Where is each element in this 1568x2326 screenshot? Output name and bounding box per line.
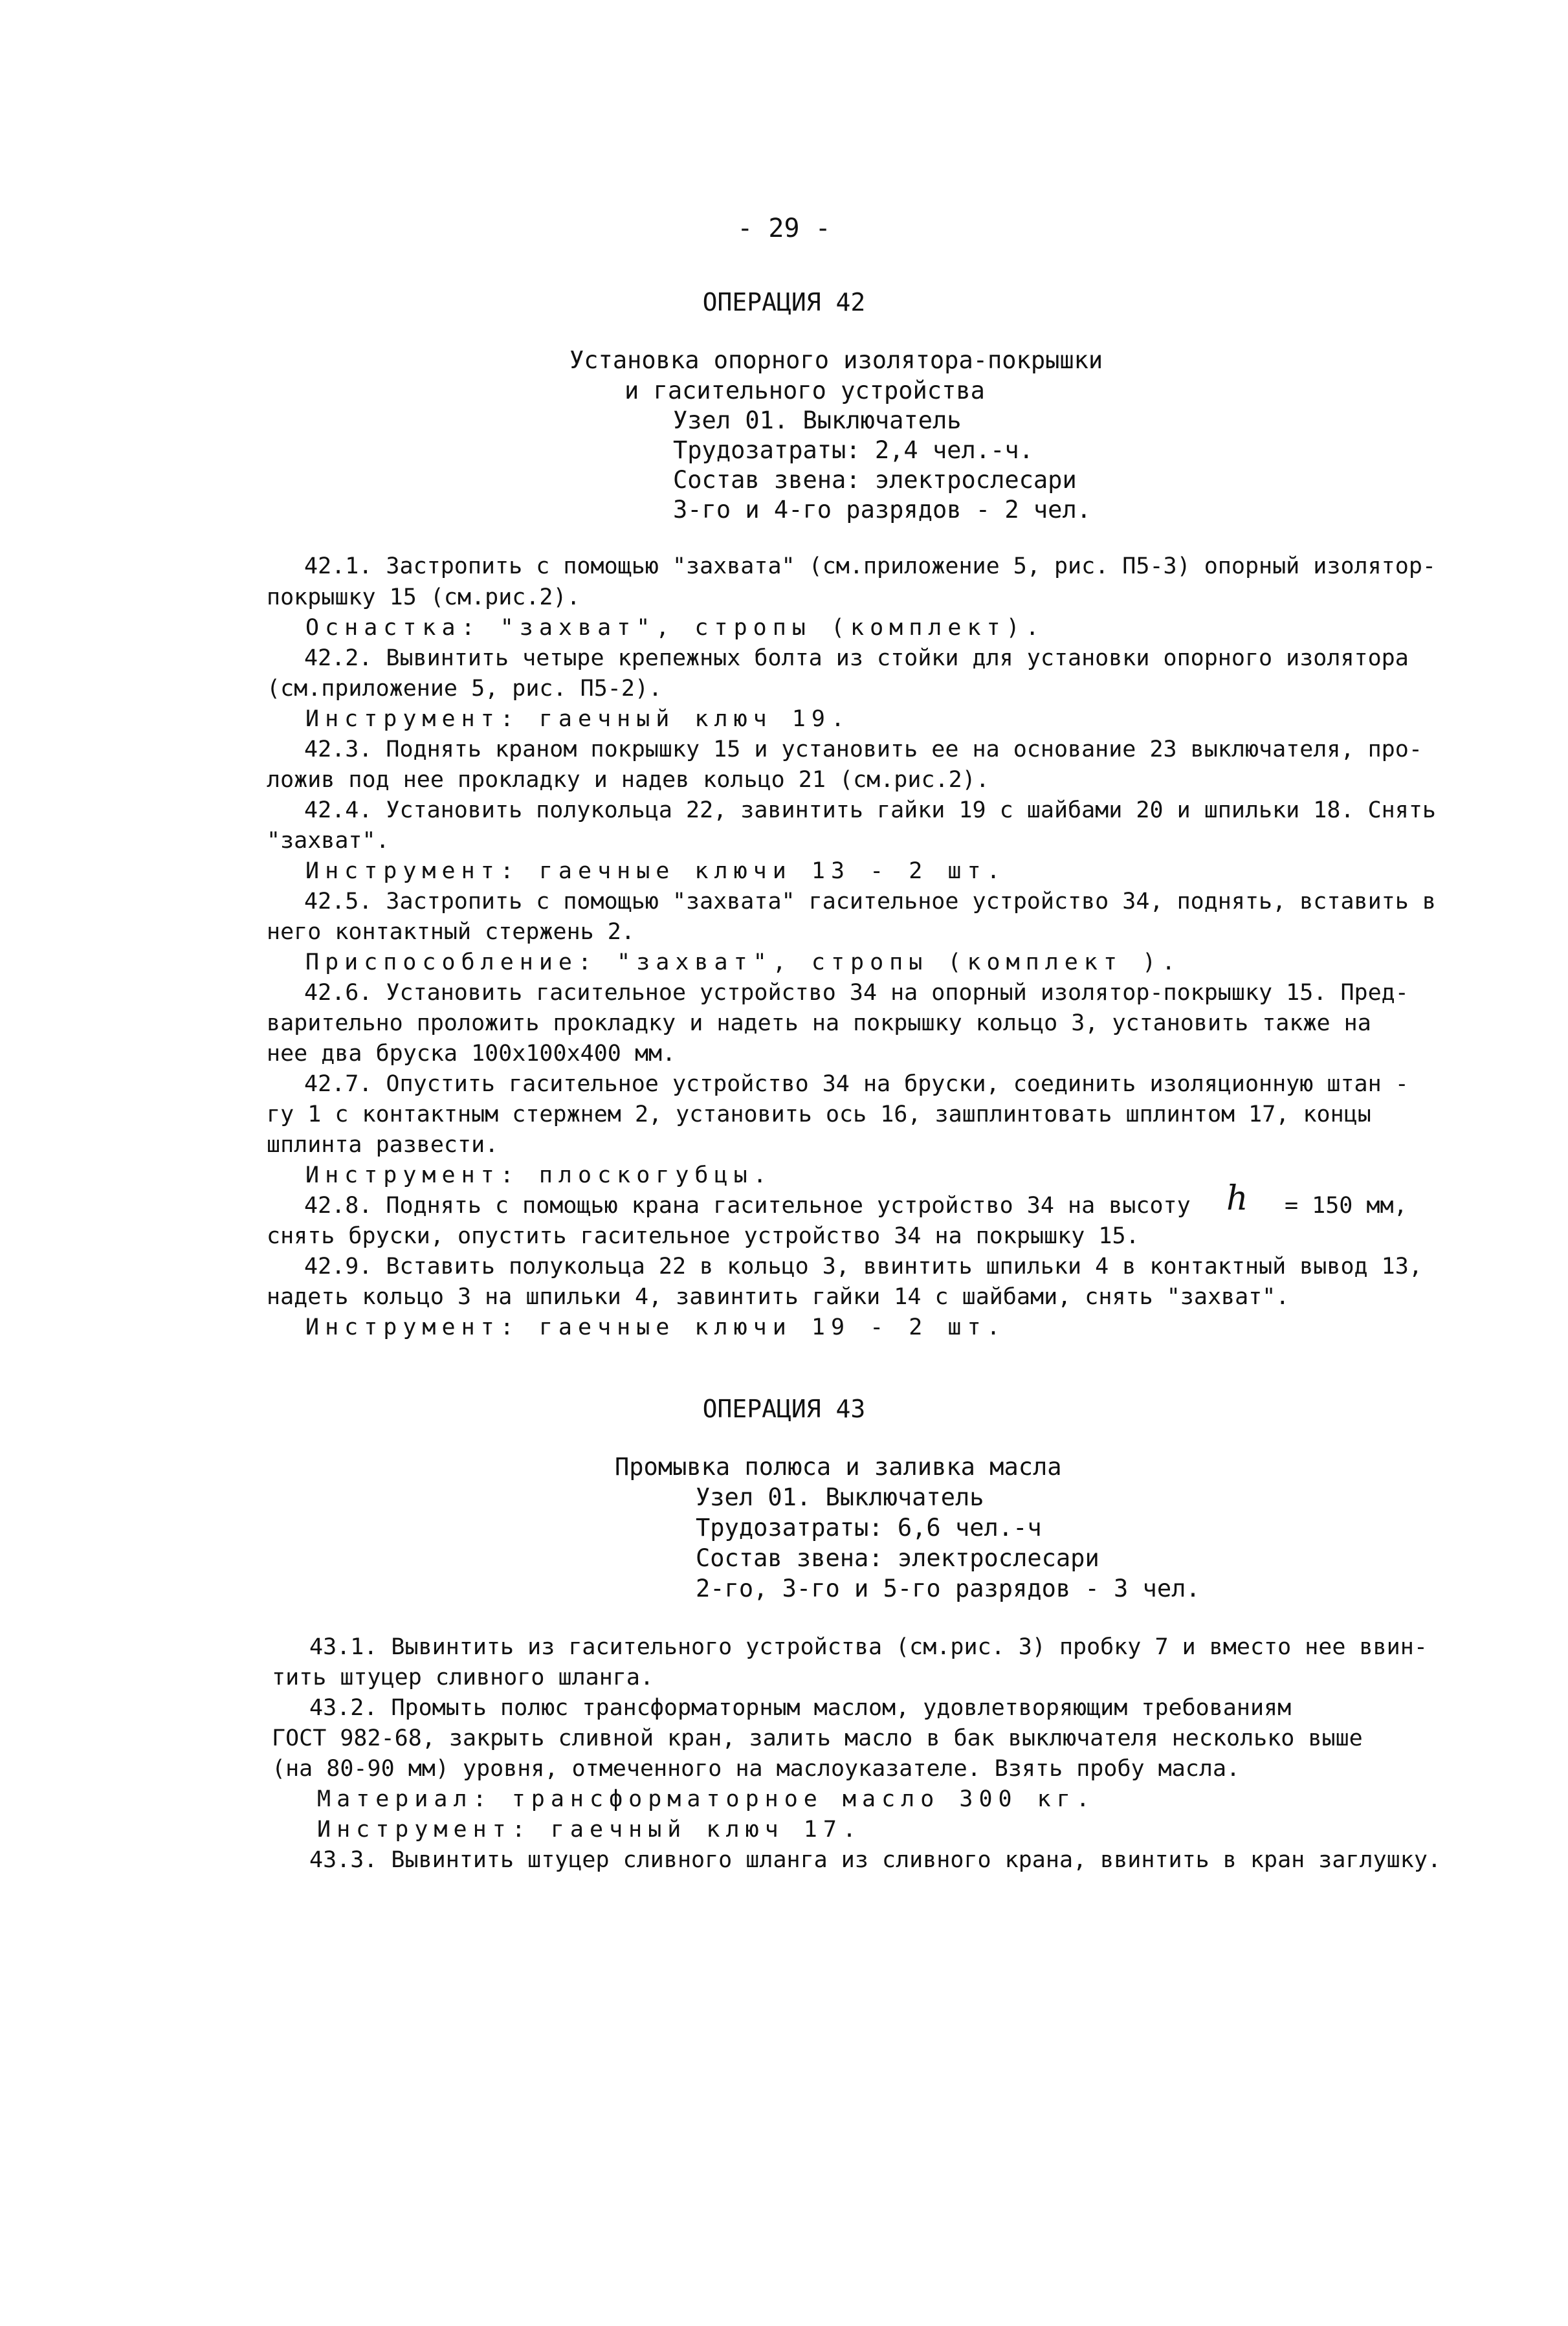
page-number: - 29 - [737,214,831,243]
op43-step-1-line1: 43.1. Вывинтить из гасительного устройства (см.рис. 3) пробку 7 и вместо нее ввин- [309,1634,1428,1660]
op42-step-9-line1: 42.9. Вставить полукольца 22 в кольцо 3, ввинтить шпильки 4 в контактный вывод 13, [304,1254,1422,1279]
op43-step-2-line2: ГОСТ 982-68, закрыть сливной кран, залить масло в бак выключателя несколько выше [272,1725,1363,1751]
op42-step-2-line2: (см.приложение 5, рис. П5-2). [267,676,663,702]
op42-step-8-value: = 150 мм, [1285,1193,1408,1219]
op42-step-2-line1: 42.2. Вывинтить четыре крепежных болта из стойки для установки опорного изолятора [304,645,1409,671]
op42-fixture: Приспособление: "захват", стропы (комплект ). [305,949,1182,975]
op42-tool-3: Инструмент: плоскогубцы. [305,1162,773,1188]
op43-step-3: 43.3. Вывинтить штуцер сливного шланга из сливного крана, ввинтить в кран заглушку. [309,1847,1441,1873]
op43-material: Материал: трансформаторное масло 300 кг. [317,1786,1096,1812]
operation-43-title: ОПЕРАЦИЯ 43 [702,1395,866,1423]
op42-tool-4: Инструмент: гаечные ключи 19 - 2 шт. [305,1314,1006,1340]
op42-step-6-line1: 42.6. Установить гасительное устройство 34 на опорный изолятор-покрышку 15. Пред- [304,980,1409,1006]
op42-tool-1: Инструмент: гаечный ключ 19. [305,706,851,732]
height-symbol: h [1226,1179,1248,1218]
op42-step-5-line1: 42.5. Застропить с помощью "захвата" гасительное устройство 34, поднять, вставить в [304,889,1436,914]
op42-step-3-line1: 42.3. Поднять краном покрышку 15 и установить ее на основание 23 выключателя, про- [304,737,1422,762]
op42-step-7-line1: 42.7. Опустить гасительное устройство 34 на бруски, соединить изоляционную штан - [304,1071,1409,1097]
operation-43-subtitle: Промывка полюса и заливка масла [615,1453,1062,1481]
op42-step-1-line1: 42.1. Застропить с помощью "захвата" (см.приложение 5, рис. П5-3) опорный изолятор- [304,553,1436,579]
op42-tool-2: Инструмент: гаечные ключи 13 - 2 шт. [305,858,1006,884]
operation-42-unit: Узел 01. Выключатель [673,406,962,434]
op42-step-3-line2: ложив под нее прокладку и надев кольцо 21 (см.рис.2). [267,767,989,793]
op42-step-8-line2: снять бруски, опустить гасительное устройство 34 на покрышку 15. [267,1223,1140,1249]
op42-step-1-line2: покрышку 15 (см.рис.2). [267,584,580,610]
operation-43-unit: Узел 01. Выключатель [696,1483,984,1511]
op42-step-8-line1: 42.8. Поднять с помощью крана гасительное устройство 34 на высоту [304,1193,1191,1219]
operation-43-team: Состав звена: электрослесари [696,1544,1099,1572]
op43-step-2-line3: (на 80-90 мм) уровня, отмеченного на маслоуказателе. Взять пробу масла. [272,1756,1241,1782]
operation-43-grades: 2-го, 3-го и 5-го разрядов - 3 чел. [696,1575,1200,1602]
operation-42-subtitle-line1: Установка опорного изолятора-покрышки [569,346,1103,374]
op42-tooling-1: Оснастка: "захват", стропы (комплект). [305,615,1045,641]
op42-step-9-line2: надеть кольцо 3 на шпильки 4, завинтить гайки 14 с шайбами, снять "захват". [267,1284,1290,1310]
op42-step-6-line2: варительно проложить прокладку и надеть на покрышку кольцо 3, установить также на [267,1010,1371,1036]
op42-step-6-line3: нее два бруска 100х100х400 мм. [267,1041,676,1067]
op42-step-7-line3: шплинта развести. [267,1132,499,1158]
operation-42-team: Состав звена: электрослесари [673,466,1077,494]
operation-42-subtitle-line2: и гасительного устройства [624,377,985,404]
op43-step-1-line2: тить штуцер сливного шланга. [272,1665,654,1690]
op42-step-7-line2: гу 1 с контактным стержнем 2, установить ось 16, зашплинтовать шплинтом 17, концы [267,1102,1371,1127]
operation-42-grades: 3-го и 4-го разрядов - 2 чел. [673,496,1092,524]
op42-step-5-line2: него контактный стержень 2. [267,919,635,945]
op43-tool: Инструмент: гаечный ключ 17. [317,1817,863,1843]
op42-step-4-line1: 42.4. Установить полукольца 22, завинтить гайки 19 с шайбами 20 и шпильки 18. Снять [304,797,1436,823]
operation-43-labor: Трудозатраты: 6,6 чел.-ч [696,1514,1042,1542]
operation-42-labor: Трудозатраты: 2,4 чел.-ч. [673,436,1033,464]
op42-step-4-line2: "захват". [267,828,390,854]
op43-step-2-line1: 43.2. Промыть полюс трансформаторным маслом, удовлетворяющим требованиям [309,1695,1292,1721]
operation-42-title: ОПЕРАЦИЯ 42 [702,288,866,316]
